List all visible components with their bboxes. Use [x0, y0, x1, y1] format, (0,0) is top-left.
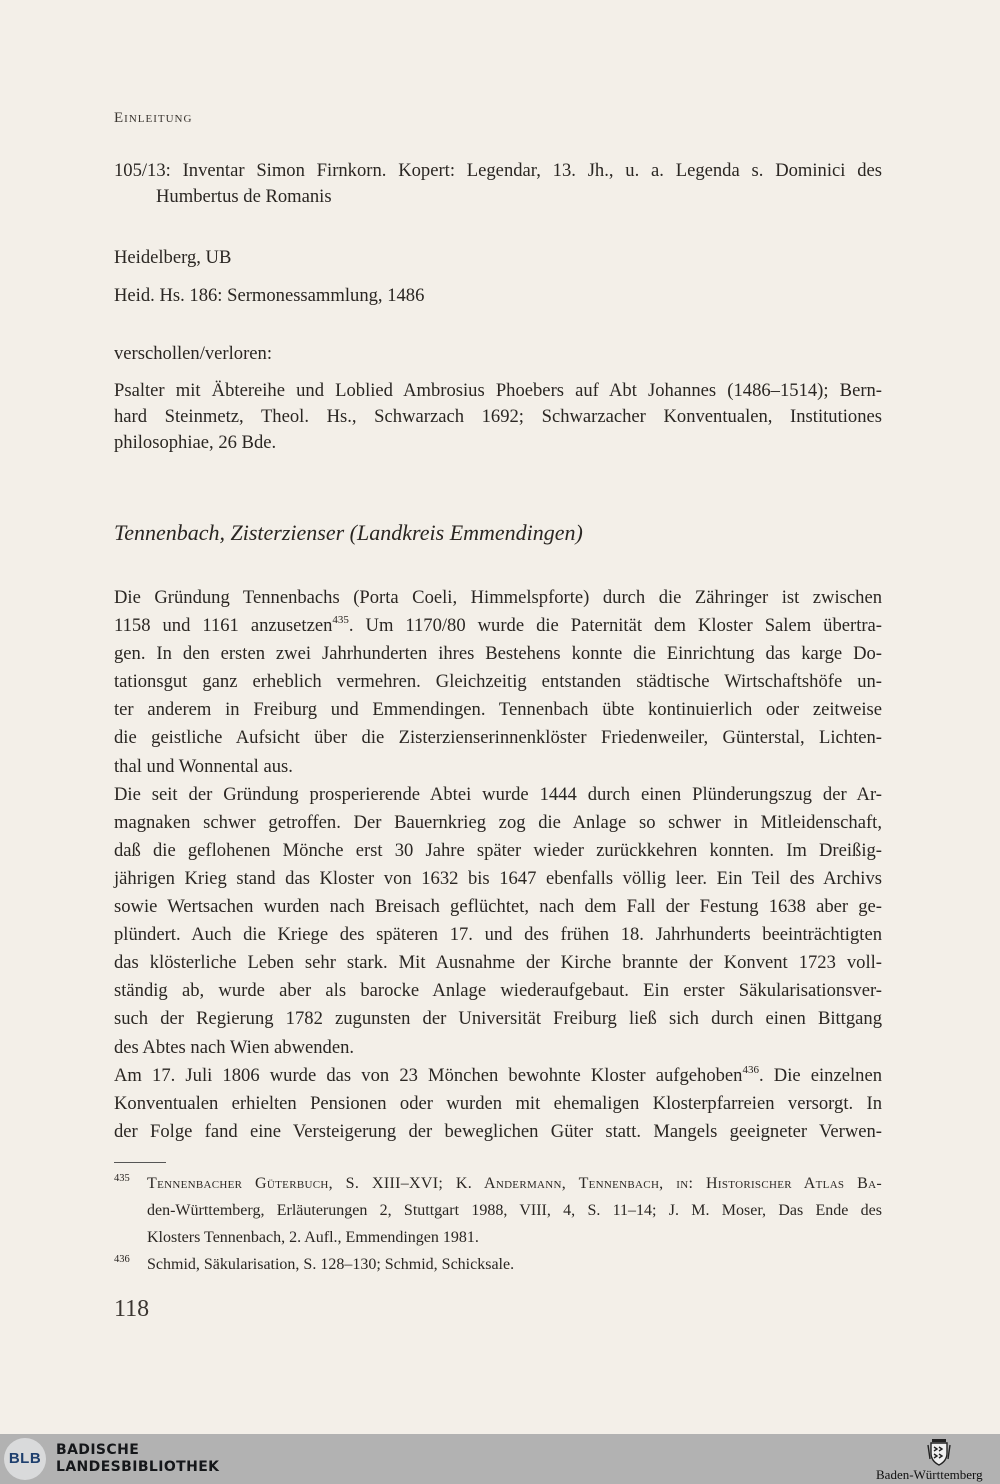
footnote-line: Schmid, Säkularisation, S. 128–130; Schmid, Schicksale.: [147, 1256, 515, 1273]
entry-line: 105/13: Inventar Simon Firnkorn. Kopert: Legendar, 13. Jh., u. a. Legenda s. Dominici des: [114, 160, 882, 181]
footnotes: [114, 1170, 882, 1278]
body-line: des Abtes nach Wien abwenden.: [114, 1036, 355, 1058]
footnote-ref-436[interactable]: 436: [742, 1063, 759, 1076]
footnote-line: Klosters Tennenbach, 2. Aufl., Emmendingen 1981.: [147, 1229, 479, 1246]
section-body: [114, 584, 882, 1146]
body-line: plündert. Auch die Kriege des späteren 17. und des frühen 18. Jahrhunderts beeinträchtigten: [114, 924, 882, 946]
page-number: 118: [114, 1296, 150, 1322]
body-line: der Folge fand eine Versteigerung der beweglichen Güter statt. Mangels geeigneter Verwen-: [114, 1120, 882, 1142]
entry-lost-heading: [114, 341, 882, 367]
library-name-line2: LANDESBIBLIOTHEK: [56, 1459, 220, 1475]
library-name-line1: BADISCHE: [56, 1442, 140, 1458]
body-line: sowie Wertsachen wurden nach Breisach geflüchtet, nach dem Fall der Festung 1638 aber ge-: [114, 896, 882, 918]
body-line: Konventualen erhielten Pensionen oder wurden mit ehemaligen Klosterpfarreien versorgt. In: [114, 1092, 882, 1114]
entry-lost-list: [114, 378, 882, 456]
entry-line: Humbertus de Romanis: [156, 186, 332, 207]
footnote-436: [114, 1251, 882, 1278]
blb-logo[interactable]: BLB: [4, 1438, 46, 1480]
body-line: magnaken schwer getroffen. Der Bauernkrieg zog die Anlage so schwer in Mitleidenschaft,: [114, 811, 882, 833]
entry-line: Heid. Hs. 186: Sermonessammlung, 1486: [114, 285, 425, 306]
body-line: jährigen Krieg stand das Kloster von 1632 bis 1647 ebenfalls völlig leer. Ein Teil des Archivs: [114, 867, 882, 889]
footer-bar: [0, 1434, 1000, 1484]
body-line-with-footnote: 1158 und 1161 anzusetzen$^{435}$. Um 1170/80 wurde die Paternität dem Kloster Salem übertra-: [114, 614, 882, 637]
body-line: such der Regierung 1782 zugunsten der Universität Freiburg ließ sich durch einen Bittgang: [114, 1008, 882, 1030]
body-line: tationsgut ganz erheblich vermehren. Gleichzeitig entstanden städtische Wirtschaftshöfe un-: [114, 671, 882, 693]
state-name[interactable]: Baden-Württemberg: [876, 1467, 983, 1482]
entry-line: hard Steinmetz, Theol. Hs., Schwarzach 1692; Schwarzacher Konventualen, Institutiones: [114, 406, 882, 427]
footnote-number: 436: [114, 1254, 130, 1265]
footnote-number: 435: [114, 1173, 130, 1184]
body-line: gen. In den ersten zwei Jahrhunderten ihres Bestehens konnte die Einrichtung das karge Do-: [114, 643, 882, 665]
entry-line: verschollen/verloren:: [114, 343, 272, 364]
library-name[interactable]: [56, 1442, 219, 1476]
body-line: ter anderem in Freiburg und Emmendingen. Tennenbach übte kontinuierlich oder zeitweise: [114, 699, 882, 721]
body-line: Die seit der Gründung prosperierende Abtei wurde 1444 durch einen Plünderungszug der Ar-: [114, 783, 882, 805]
body-line: thal und Wonnental aus.: [114, 755, 293, 777]
entry-firnkorn: [114, 158, 882, 210]
entry-line: Psalter mit Äbtereihe und Loblied Ambrosius Phoebers auf Abt Johannes (1486–1514); Bern-: [114, 380, 882, 401]
body-line: Die Gründung Tennenbachs (Porta Coeli, Himmelspforte) durch die Zähringer ist zwischen: [114, 587, 882, 608]
entry-heidelberg-ms: [114, 283, 882, 309]
body-line: ständig ab, wurde aber als barocke Anlage wiederaufgebaut. Ein erster Säkularisationsver-: [114, 980, 882, 1002]
footnote-line: den-Württemberg, Erläuterungen 2, Stuttgart 1988, VIII, 4, S. 11–14; J. M. Moser, Das Ende des: [147, 1202, 882, 1219]
body-line-with-footnote: Am 17. Juli 1806 wurde das von 23 Mönchen bewohnte Kloster aufgehoben$^{436}$. Die einzelnen: [114, 1063, 882, 1086]
entry-line: philosophiae, 26 Bde.: [114, 432, 277, 453]
footnote-line: Tennenbacher Güterbuch, S. XIII–XVI; K. Andermann, Tennenbach, in: Historischer Atlas Ba-: [147, 1175, 882, 1192]
footnote-ref-435[interactable]: 435: [332, 614, 349, 627]
body-line: daß die geflohenen Mönche erst 30 Jahre später wieder zurückkehren konnten. Im Dreißig-: [114, 839, 882, 861]
baden-wuerttemberg-crest-icon: [926, 1437, 952, 1467]
body-line: die geistliche Aufsicht über die Zisterzienserinnenklöster Friedenweiler, Günterstal, Lichten-: [114, 727, 882, 749]
entry-line: Heidelberg, UB: [114, 247, 232, 268]
footnote-divider: [114, 1162, 166, 1163]
running-head: Einleitung: [114, 110, 193, 126]
footnote-435: [114, 1170, 882, 1251]
body-line: das klösterliche Leben sehr stark. Mit Ausnahme der Kirche brannte der Konvent 1723 voll-: [114, 952, 882, 974]
entry-location: [114, 245, 882, 271]
section-heading: Tennenbach, Zisterzienser (Landkreis Emmendingen): [114, 520, 583, 545]
